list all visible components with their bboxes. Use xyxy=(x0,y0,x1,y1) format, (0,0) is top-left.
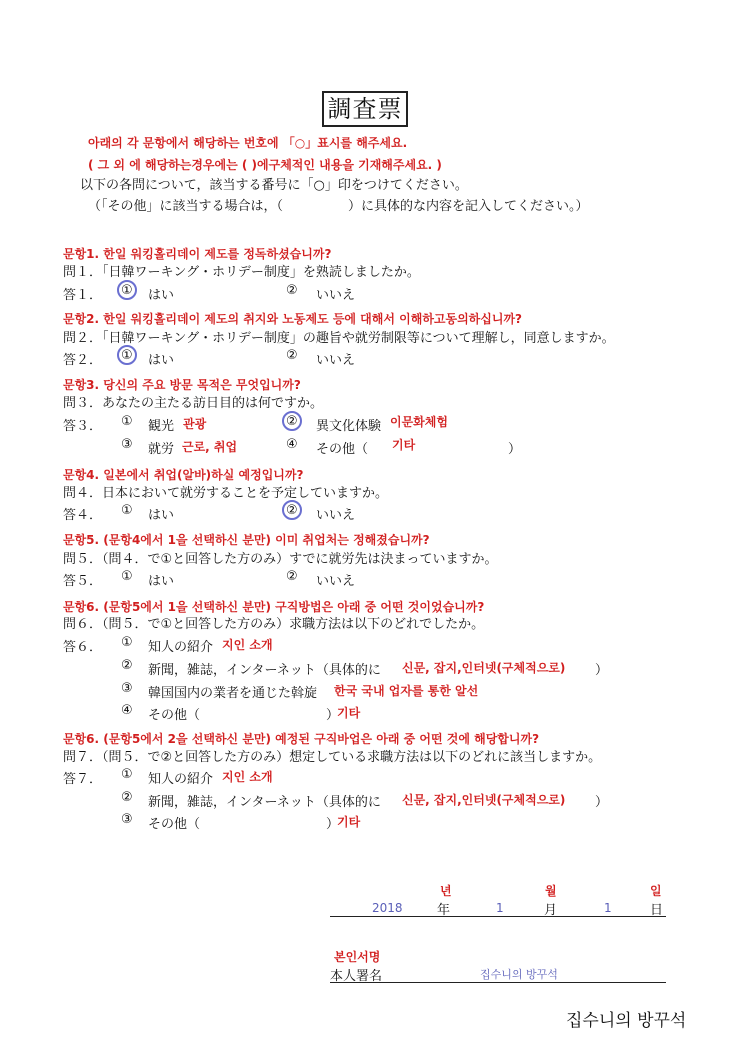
q2-opt1-num[interactable]: ① xyxy=(121,348,133,363)
q4-jp: 問４．日本において就労することを予定していますか。 xyxy=(63,486,389,501)
q7-opt2-ko: 신문, 잡지,인터넷(구체적으로) xyxy=(402,793,566,807)
q6-opt1-label: 知人の紹介 xyxy=(148,640,214,655)
q4-opt2-label: いいえ xyxy=(316,508,356,523)
q5-opt2-label: いいえ xyxy=(316,574,356,589)
q3-opt1-ko: 관광 xyxy=(183,417,207,431)
signature-label-jp: 本人署名 xyxy=(330,969,383,984)
q3-opt4-close: ） xyxy=(508,442,522,457)
q3-opt1-label: 観光 xyxy=(148,419,175,434)
q3-opt1-num[interactable]: ① xyxy=(121,414,133,429)
q6-answer-label: 答６． xyxy=(63,640,103,655)
q3-opt3-label: 就労 xyxy=(148,442,175,457)
q7-ko: 문항6. (문항5에서 2을 선택하신 분만) 예정된 구직바업은 아래 중 어떤 것에 해당합니까? xyxy=(63,732,540,746)
date-month-jp: 月 xyxy=(544,903,558,918)
q5-opt2-num[interactable]: ② xyxy=(286,569,298,584)
q2-opt2-num[interactable]: ② xyxy=(286,348,298,363)
footer-author: 집수니의 방꾸석 xyxy=(566,1011,687,1031)
intro-jp-1: 以下の各問について，該当する番号に「○」印をつけてください。 xyxy=(80,178,468,193)
q6-opt2-ko: 신문, 잡지,인터넷(구체적으로) xyxy=(402,661,566,675)
signature-label-ko: 본인서명 xyxy=(334,950,381,964)
q7-opt1-label: 知人の紹介 xyxy=(148,772,214,787)
q6-ko: 문항6. (문항5에서 1을 선택하신 분만) 구직방법은 아래 중 어떤 것이었습니까? xyxy=(63,600,485,614)
q4-ko: 문항4. 일본에서 취업(알바)하실 예정입니까? xyxy=(63,468,304,482)
q4-opt1-num[interactable]: ① xyxy=(121,503,133,518)
q6-opt1-ko: 지인 소개 xyxy=(222,638,273,652)
date-underline xyxy=(330,916,666,917)
q5-ko: 문항5. (문항4에서 1을 선택하신 분만) 이미 취업처는 정해졌습니까? xyxy=(63,533,430,547)
q1-ko: 문항1. 한일 워킹홀리데이 제도를 정독하셨습니까? xyxy=(63,247,332,261)
q5-opt1-num[interactable]: ① xyxy=(121,569,133,584)
q7-opt3-label: その他（ xyxy=(148,817,201,832)
q5-opt1-label: はい xyxy=(148,574,175,589)
q3-opt4-num[interactable]: ④ xyxy=(286,437,298,452)
date-month-value[interactable]: 1 xyxy=(496,901,504,915)
q1-opt2-label: いいえ xyxy=(316,288,356,303)
q3-opt4-label: その他（ xyxy=(316,442,369,457)
date-year-ko: 년 xyxy=(440,884,452,898)
q4-opt2-num[interactable]: ② xyxy=(286,503,298,518)
q6-opt4-label: その他（ xyxy=(148,708,201,723)
q6-opt2-label: 新聞，雑誌，インターネット（具体的に xyxy=(148,663,381,678)
q2-ko: 문항2. 한일 워킹홀리데이 제도의 취지와 노동제도 등에 대해서 이해하고동의하십니까? xyxy=(63,312,523,326)
q1-opt2-num[interactable]: ② xyxy=(286,283,298,298)
q6-opt4-num[interactable]: ④ xyxy=(121,703,133,718)
q2-opt2-label: いいえ xyxy=(316,353,356,368)
q6-opt3-label: 韓国国内の業者を通じた斡旋 xyxy=(148,686,318,701)
q7-opt1-num[interactable]: ① xyxy=(121,767,133,782)
q6-jp: 問６．（問５．で①と回答した方のみ）求職方法は以下のどれでしたか。 xyxy=(63,617,485,632)
q7-answer-label: 答７． xyxy=(63,772,103,787)
signature-underline xyxy=(330,982,666,983)
q7-opt1-ko: 지인 소개 xyxy=(222,770,273,784)
q4-answer-label: 答４． xyxy=(63,508,103,523)
intro-ko-2: ( 그 외 에 해당하는경우에는 ( )에구체적인 내용을 기재해주세요. ) xyxy=(88,158,442,172)
q6-opt4-ko: 기타 xyxy=(337,706,361,720)
date-day-ko: 일 xyxy=(650,884,662,898)
form-title: 調査票 xyxy=(322,91,408,127)
date-year-value[interactable]: 2018 xyxy=(372,901,403,915)
q1-answer-label: 答１． xyxy=(63,288,103,303)
q3-jp: 問３．あなたの主たる訪日目的は何ですか。 xyxy=(63,396,324,411)
q7-jp: 問７．（問５．で②と回答した方のみ）想定している求職方法は以下のどれに該当しますか。 xyxy=(63,750,602,765)
q3-opt2-num[interactable]: ② xyxy=(286,414,298,429)
q6-opt4-close: ） xyxy=(326,708,340,723)
q3-opt4-ko: 기타 xyxy=(392,438,416,452)
q1-opt1-label: はい xyxy=(148,288,175,303)
q7-opt2-num[interactable]: ② xyxy=(121,790,133,805)
q3-opt2-label: 異文化体験 xyxy=(316,419,382,434)
q6-opt2-num[interactable]: ② xyxy=(121,658,133,673)
q3-opt3-num[interactable]: ③ xyxy=(121,437,133,452)
q7-opt2-close: ） xyxy=(595,795,609,810)
intro-ko-1: 아래의 각 문항에서 해당하는 번호에 「○」표시를 해주세요. xyxy=(88,136,408,150)
signature-value[interactable]: 집수니의 방꾸석 xyxy=(480,968,558,981)
q4-opt1-label: はい xyxy=(148,508,175,523)
q3-opt2-ko: 이문화체험 xyxy=(390,415,448,429)
date-month-ko: 월 xyxy=(545,884,557,898)
intro-jp-2: （「その他」に該当する場合は，（ ）に具体的な内容を記入してください。） xyxy=(88,199,589,214)
q6-opt3-ko: 한국 국내 업자를 통한 알선 xyxy=(334,684,479,698)
date-day-value[interactable]: 1 xyxy=(604,901,612,915)
q1-opt1-num[interactable]: ① xyxy=(121,283,133,298)
q3-ko: 문항3. 당신의 주요 방문 목적은 무엇입니까? xyxy=(63,378,301,392)
q7-opt3-num[interactable]: ③ xyxy=(121,812,133,827)
q2-answer-label: 答２． xyxy=(63,353,103,368)
q7-opt3-ko: 기타 xyxy=(337,815,361,829)
q5-answer-label: 答５． xyxy=(63,574,103,589)
q1-jp: 問１．「日韓ワーキング・ホリデー制度」を熟読しましたか。 xyxy=(63,265,420,280)
q2-jp: 問２．「日韓ワーキング・ホリデー制度」の趣旨や就労制限等について理解し，同意しますか。 xyxy=(63,331,615,346)
q6-opt1-num[interactable]: ① xyxy=(121,635,133,650)
date-year-jp: 年 xyxy=(437,903,451,918)
q6-opt2-close: ） xyxy=(595,663,609,678)
q2-opt1-label: はい xyxy=(148,353,175,368)
date-day-jp: 日 xyxy=(650,903,664,918)
q7-opt2-label: 新聞，雑誌，インターネット（具体的に xyxy=(148,795,381,810)
q5-jp: 問５．（問４．で①と回答した方のみ）すでに就労先は決まっていますか。 xyxy=(63,552,498,567)
q3-opt3-ko: 근로, 취업 xyxy=(182,440,238,454)
q3-answer-label: 答３． xyxy=(63,419,103,434)
q6-opt3-num[interactable]: ③ xyxy=(121,681,133,696)
q7-opt3-close: ） xyxy=(326,817,340,832)
